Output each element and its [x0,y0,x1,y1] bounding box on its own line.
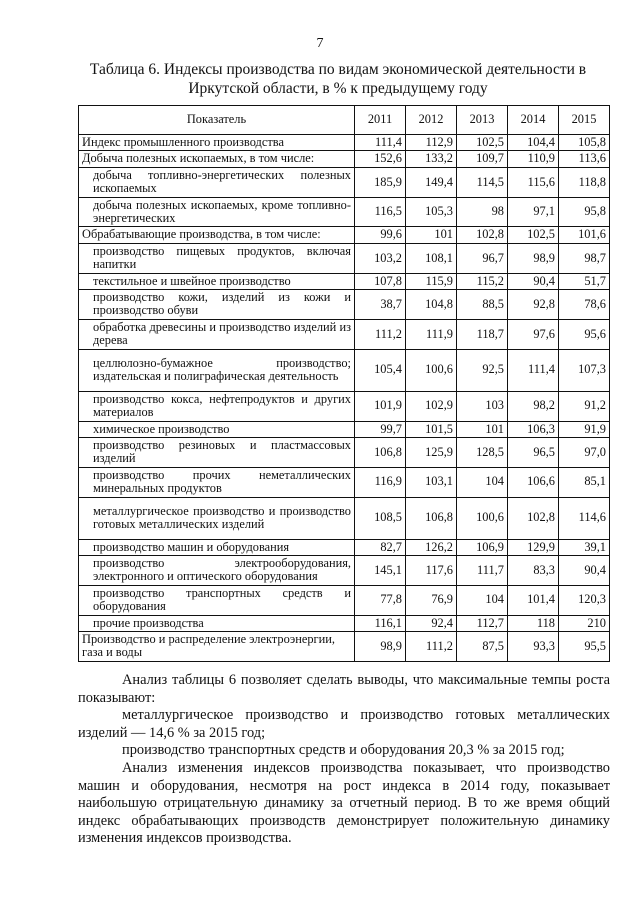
row-value-cell: 102,5 [457,135,508,151]
row-value-cell: 102,8 [457,227,508,243]
row-value-cell: 126,2 [406,539,457,555]
row-indicator-name: Индекс промышленного производства [79,135,355,151]
header-year: 2015 [559,106,610,135]
row-value-cell: 101,6 [559,227,610,243]
row-value-cell: 116,5 [355,197,406,227]
row-value-cell: 98,2 [508,391,559,421]
row-value-cell: 90,4 [559,555,610,585]
row-indicator-name: производство кокса, нефтепродуктов и других материалов [79,391,355,421]
row-value-cell: 102,5 [508,227,559,243]
row-value-cell: 100,6 [457,497,508,539]
row-value-cell: 210 [559,615,610,631]
row-value-cell: 98,9 [508,243,559,273]
row-value-cell: 117,6 [406,555,457,585]
row-value-cell: 111,7 [457,555,508,585]
table-row [79,497,610,539]
table-row [79,555,610,585]
row-value-cell: 111,9 [406,319,457,349]
row-value-cell: 51,7 [559,273,610,289]
row-indicator-name: Производство и распределение электроэнергии, газа и воды [79,631,355,661]
row-value-cell: 95,8 [559,197,610,227]
row-indicator-name: производство электрооборудования, электронного и оптического оборудования [79,555,355,585]
row-indicator-name: Добыча полезных ископаемых, в том числе: [79,151,355,167]
row-value-cell: 106,8 [355,437,406,467]
row-indicator-name: обработка древесины и производство изделий из дерева [79,319,355,349]
row-value-cell: 82,7 [355,539,406,555]
table-row [79,151,610,167]
row-value-cell: 105,8 [559,135,610,151]
row-value-cell: 103 [457,391,508,421]
row-value-cell: 96,7 [457,243,508,273]
row-value-cell: 101,9 [355,391,406,421]
row-value-cell: 101,5 [406,421,457,437]
row-value-cell: 129,9 [508,539,559,555]
table-row [79,197,610,227]
row-value-cell: 108,5 [355,497,406,539]
row-value-cell: 114,6 [559,497,610,539]
row-indicator-name: производство машин и оборудования [79,539,355,555]
row-value-cell: 111,4 [508,349,559,391]
row-value-cell: 87,5 [457,631,508,661]
row-value-cell: 88,5 [457,290,508,320]
row-value-cell: 99,7 [355,421,406,437]
row-value-cell: 101 [406,227,457,243]
table-row [79,167,610,197]
table-row [79,135,610,151]
row-value-cell: 97,0 [559,437,610,467]
row-value-cell: 118,8 [559,167,610,197]
row-value-cell: 106,3 [508,421,559,437]
row-value-cell: 102,9 [406,391,457,421]
table-row [79,273,610,289]
row-value-cell: 152,6 [355,151,406,167]
row-indicator-name: текстильное и швейное производство [79,273,355,289]
row-value-cell: 104 [457,467,508,497]
row-value-cell: 98,9 [355,631,406,661]
row-value-cell: 111,2 [355,319,406,349]
header-year: 2014 [508,106,559,135]
row-indicator-name: производство резиновых и пластмассовых изделий [79,437,355,467]
row-value-cell: 77,8 [355,585,406,615]
table-row [79,631,610,661]
row-indicator-name: производство прочих неметаллических минеральных продуктов [79,467,355,497]
table-row [79,319,610,349]
row-value-cell: 85,1 [559,467,610,497]
row-value-cell: 106,6 [508,467,559,497]
row-value-cell: 96,5 [508,437,559,467]
row-indicator-name: производство транспортных средств и оборудования [79,585,355,615]
table-body [79,135,610,662]
row-value-cell: 114,5 [457,167,508,197]
row-value-cell: 95,6 [559,319,610,349]
row-value-cell: 100,6 [406,349,457,391]
row-value-cell: 106,8 [406,497,457,539]
row-value-cell: 104 [457,585,508,615]
row-value-cell: 115,6 [508,167,559,197]
paragraph: Анализ изменения индексов производства показывает, что производство машин и оборудования, несмотря на рост индекса в 2014 году, показывает наибольшую отрицательную динамику за отчетный период. В то же время общий индекс обрабатывающих производств демонстрирует положительную динамику изменения индексов производства. [78,759,610,847]
analysis-text [78,672,610,848]
row-indicator-name: добыча полезных ископаемых, кроме топливно-энергетических [79,197,355,227]
row-value-cell: 95,5 [559,631,610,661]
table-row [79,421,610,437]
row-value-cell: 93,3 [508,631,559,661]
row-value-cell: 115,9 [406,273,457,289]
row-value-cell: 107,8 [355,273,406,289]
table-row [79,585,610,615]
row-value-cell: 39,1 [559,539,610,555]
row-value-cell: 118,7 [457,319,508,349]
row-value-cell: 185,9 [355,167,406,197]
row-indicator-name: Обрабатывающие производства, в том числе: [79,227,355,243]
table-row [79,467,610,497]
table-caption: Таблица 6. Индексы производства по видам экономической деятельности в Иркутской области, в % к предыдущему году [89,61,587,97]
row-value-cell: 103,2 [355,243,406,273]
header-year: 2012 [406,106,457,135]
row-value-cell: 101 [457,421,508,437]
row-value-cell: 115,2 [457,273,508,289]
row-value-cell: 91,2 [559,391,610,421]
row-value-cell: 104,4 [508,135,559,151]
header-year: 2011 [355,106,406,135]
row-value-cell: 111,2 [406,631,457,661]
table-row [79,391,610,421]
row-value-cell: 92,5 [457,349,508,391]
table-row [79,437,610,467]
row-value-cell: 92,4 [406,615,457,631]
row-value-cell: 78,6 [559,290,610,320]
table-row [79,243,610,273]
row-value-cell: 111,4 [355,135,406,151]
row-value-cell: 99,6 [355,227,406,243]
row-value-cell: 107,3 [559,349,610,391]
row-value-cell: 97,6 [508,319,559,349]
row-value-cell: 116,1 [355,615,406,631]
row-value-cell: 120,3 [559,585,610,615]
header-indicator: Показатель [79,106,355,135]
table-row [79,539,610,555]
table-header-row [79,106,610,135]
row-value-cell: 112,7 [457,615,508,631]
row-value-cell: 92,8 [508,290,559,320]
table-row [79,615,610,631]
row-value-cell: 108,1 [406,243,457,273]
row-value-cell: 38,7 [355,290,406,320]
row-value-cell: 105,3 [406,197,457,227]
row-indicator-name: добыча топливно-энергетических полезных ископаемых [79,167,355,197]
row-value-cell: 91,9 [559,421,610,437]
paragraph: Анализ таблицы 6 позволяет сделать выводы, что максимальные темпы роста показывают: [78,672,610,706]
row-value-cell: 90,4 [508,273,559,289]
row-value-cell: 110,9 [508,151,559,167]
row-value-cell: 101,4 [508,585,559,615]
production-index-table [78,105,610,662]
row-value-cell: 149,4 [406,167,457,197]
row-value-cell: 112,9 [406,135,457,151]
row-indicator-name: прочие производства [79,615,355,631]
table-row [79,349,610,391]
row-value-cell: 76,9 [406,585,457,615]
row-indicator-name: металлургическое производство и производство готовых металлических изделий [79,497,355,539]
row-value-cell: 106,9 [457,539,508,555]
row-indicator-name: производство пищевых продуктов, включая напитки [79,243,355,273]
row-value-cell: 98 [457,197,508,227]
row-value-cell: 83,3 [508,555,559,585]
table-row [79,227,610,243]
page-number: 7 [316,36,324,51]
row-indicator-name: производство кожи, изделий из кожи и производство обуви [79,290,355,320]
row-value-cell: 104,8 [406,290,457,320]
row-value-cell: 116,9 [355,467,406,497]
row-value-cell: 128,5 [457,437,508,467]
row-value-cell: 105,4 [355,349,406,391]
row-indicator-name: целлюлозно-бумажное производство; издательская и полиграфическая деятельность [79,349,355,391]
row-value-cell: 145,1 [355,555,406,585]
paragraph: производство транспортных средств и оборудования 20,3 % за 2015 год; [122,742,565,759]
row-value-cell: 113,6 [559,151,610,167]
table-row [79,290,610,320]
row-value-cell: 118 [508,615,559,631]
row-value-cell: 103,1 [406,467,457,497]
row-value-cell: 98,7 [559,243,610,273]
row-value-cell: 133,2 [406,151,457,167]
paragraph: металлургическое производство и производство готовых металлических изделий — 14,6 % за 2015 год; [78,707,610,741]
row-value-cell: 97,1 [508,197,559,227]
row-indicator-name: химическое производство [79,421,355,437]
row-value-cell: 125,9 [406,437,457,467]
header-year: 2013 [457,106,508,135]
row-value-cell: 102,8 [508,497,559,539]
row-value-cell: 109,7 [457,151,508,167]
